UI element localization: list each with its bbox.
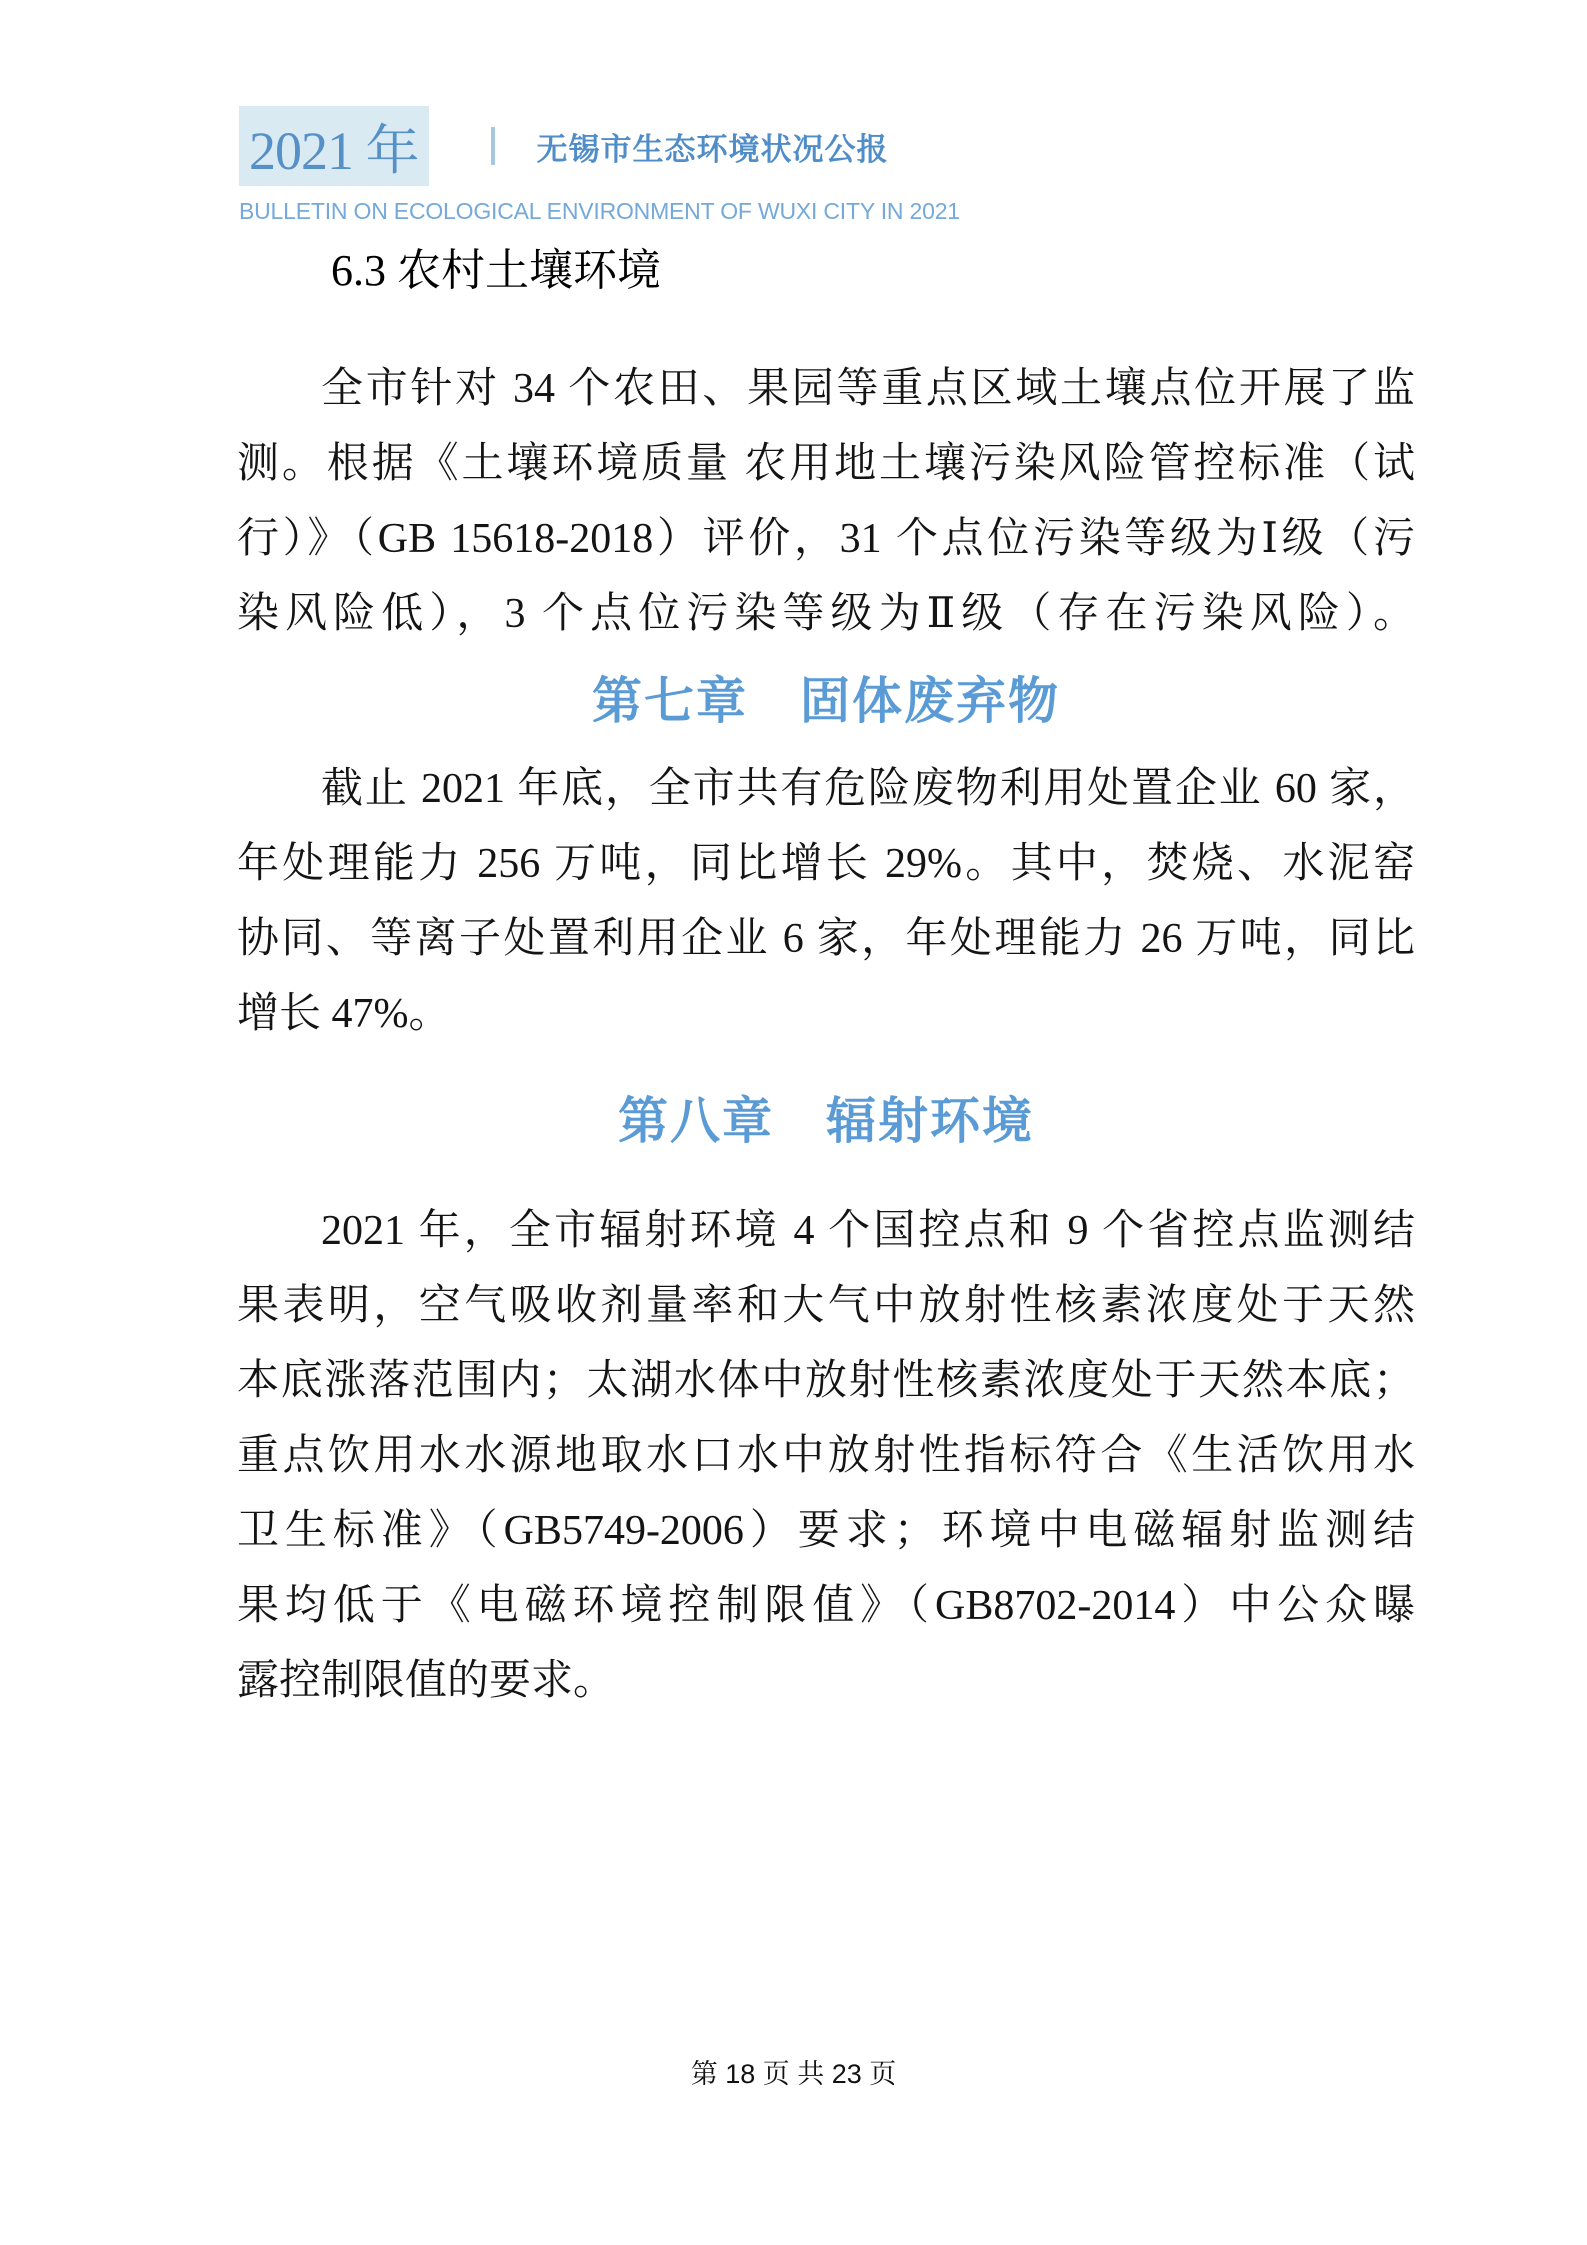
text-line: 截止 2021 年底，全市共有危险废物利用处置企业 60 家，	[321, 766, 1415, 812]
text-line: 年处理能力 256 万吨，同比增长 29%。其中，焚烧、水泥窑	[237, 841, 1415, 887]
page-header	[239, 106, 960, 225]
year-highlight	[239, 106, 429, 186]
text-line: 测。根据《土壤环境质量 农用地土壤污染风险管控标准（试	[237, 441, 1415, 487]
solid-waste-paragraph	[237, 752, 1415, 1052]
chapter-8-heading: 第八章 辐射环境	[618, 1093, 1034, 1149]
header-row	[239, 106, 960, 186]
text-line: 2021 年，全市辐射环境 4 个国控点和 9 个省控点监测结	[321, 1208, 1415, 1254]
header-divider-bar	[491, 127, 495, 165]
section-heading-6-3: 6.3 农村土壤环境	[331, 246, 661, 295]
soil-environment-paragraph	[237, 352, 1415, 652]
header-subtitle: BULLETIN ON ECOLOGICAL ENVIRONMENT OF WUXI CITY IN 2021	[239, 198, 960, 224]
text-line: 露控制限值的要求。	[237, 1658, 616, 1704]
text-line: 果均低于《电磁环境控制限值》（GB8702-2014）中公众曝	[237, 1583, 1415, 1629]
text-line: 全市针对 34 个农田、果园等重点区域土壤点位开展了监	[321, 366, 1415, 412]
text-line: 协同、等离子处置利用企业 6 家，年处理能力 26 万吨，同比	[237, 916, 1415, 962]
radiation-environment-paragraph	[237, 1194, 1415, 1719]
chapter-7-heading: 第七章 固体废弃物	[592, 673, 1060, 729]
year-label: 2021 年	[249, 120, 419, 181]
text-line: 果表明，空气吸收剂量率和大气中放射性核素浓度处于天然	[237, 1283, 1415, 1329]
text-line: 染风险低），3 个点位污染等级为Ⅱ级（存在污染风险）。	[237, 591, 1415, 637]
text-line: 增长 47%。	[237, 991, 451, 1037]
text-line: 卫生标准》（GB5749-2006）要求；环境中电磁辐射监测结	[237, 1508, 1415, 1554]
page-number: 第 18 页 共 23 页	[690, 2059, 897, 2089]
text-line: 行）》（GB 15618-2018）评价，31 个点位污染等级为Ⅰ级（污	[237, 516, 1415, 562]
text-line: 本底涨落范围内；太湖水体中放射性核素浓度处于天然本底；	[237, 1358, 1415, 1404]
text-line: 重点饮用水水源地取水口水中放射性指标符合《生活饮用水	[237, 1433, 1415, 1479]
header-title: 无锡市生态环境状况公报	[536, 131, 889, 167]
